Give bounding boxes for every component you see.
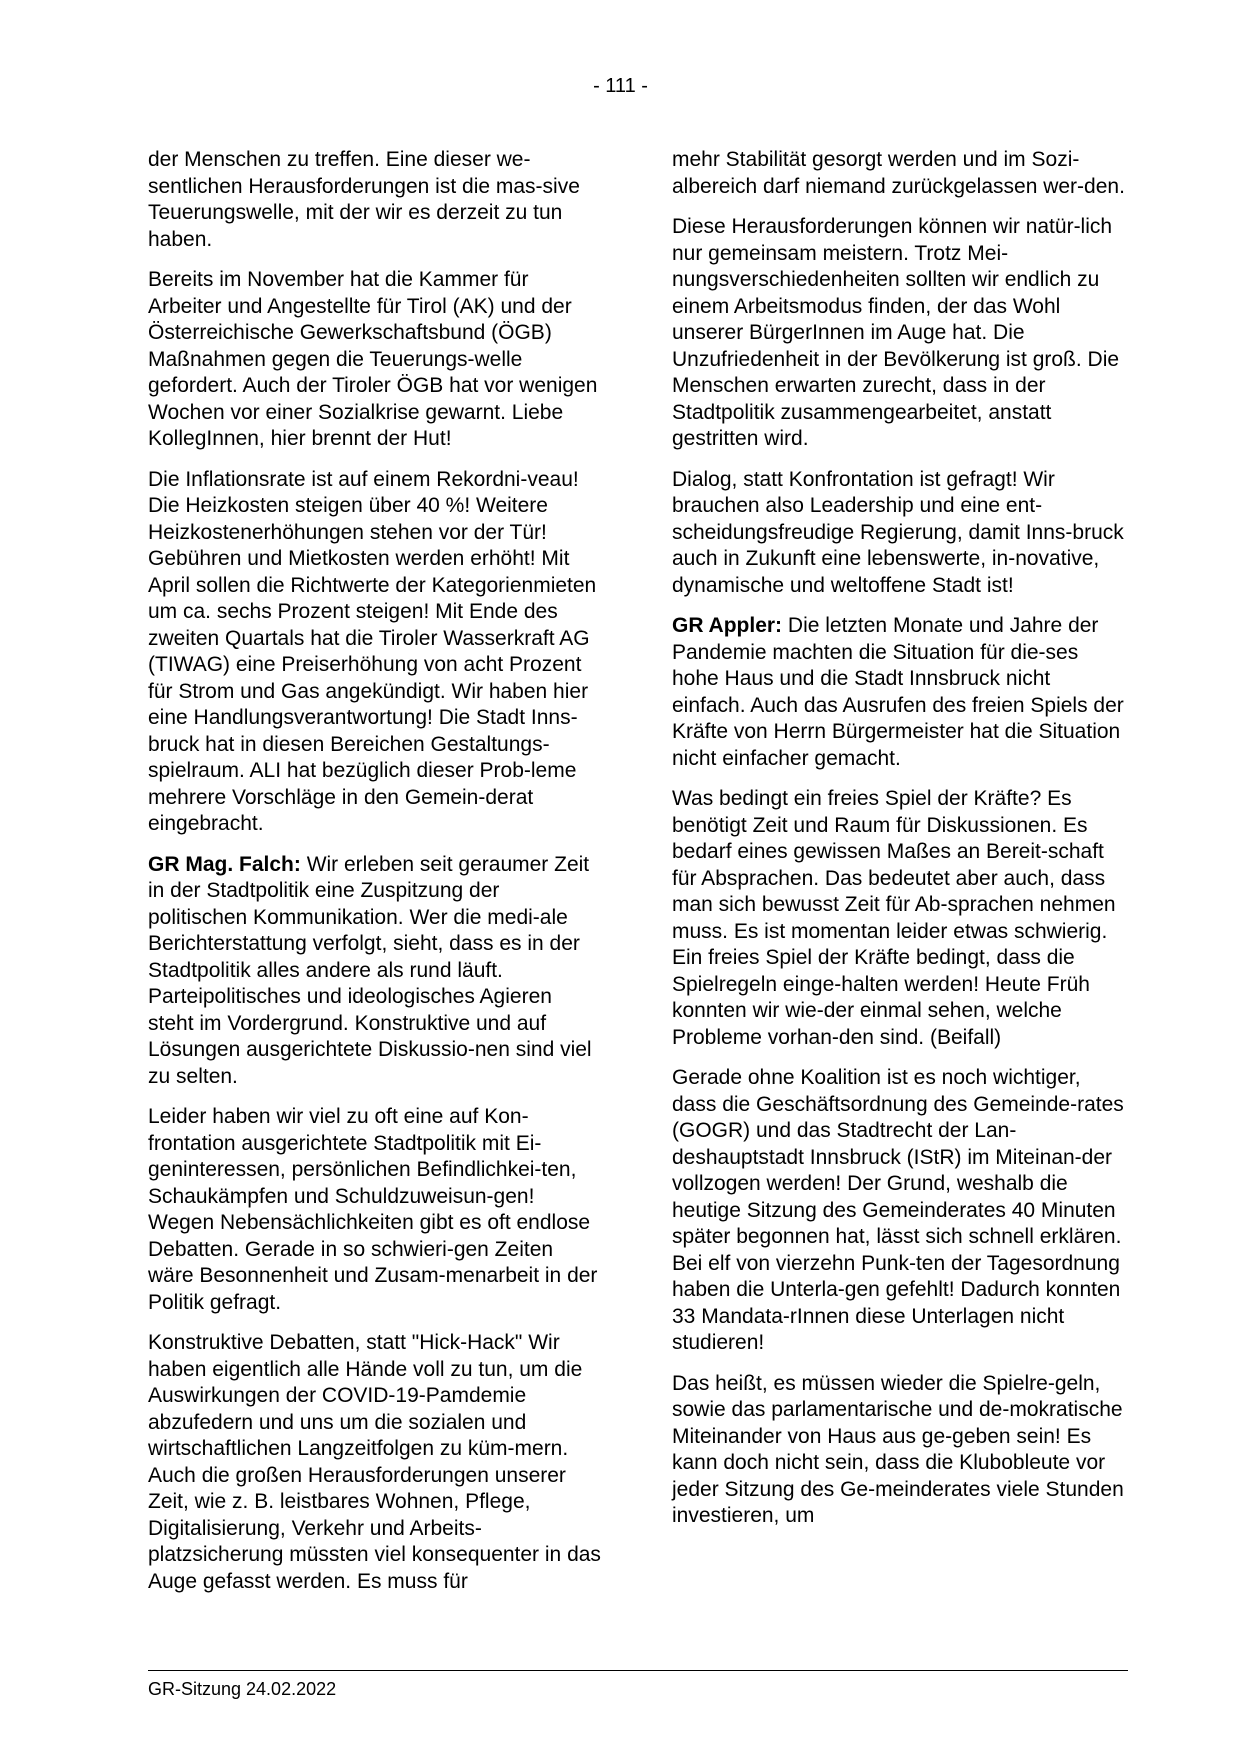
paragraph: mehr Stabilität gesorgt werden und im Sozi-albereich darf niemand zurückgelassen wer-den. [672,148,1125,198]
paragraph: Gerade ohne Koalition ist es noch wichtiger, dass die Geschäftsordnung des Gemeinde-rates (GOGR) und das Stadtrecht der Lan-deshauptstadt Innsbruck (IStR) im Miteinan-der vollzogen werden! Der Grund, weshalb die heutige Sitzung des Gemeinderates 40 Minuten später begonnen hat, lässt sich schnell erklären. Bei elf von vierzehn Punk-ten der Tagesordnung haben die Unterla-gen gefehlt! Dadurch konnten 33 Mandata-rInnen diese Unterlagen nicht studieren! [672,1066,1124,1354]
page-number: - 111 - [593,75,648,97]
paragraph: der Menschen zu treffen. Eine dieser we-sentlichen Herausforderungen ist die mas-sive Teuerungswelle, mit der wir es derzeit zu tun haben. [148,148,580,251]
speech-paragraph [148,852,603,1091]
speech-text: Die letzten Monate und Jahre der Pandemie machten die Situation für die-ses hohe Haus und die Stadt Innsbruck nicht einfach. Auch das Ausrufen des freien Spiels der Kräfte von Herrn Bürgermeister hat die Situation nicht einfacher gemacht. [672,614,1124,770]
speech-text: Wir erleben seit geraumer Zeit in der Stadtpolitik eine Zuspitzung der politischen Kommunikation. Wer die medi-ale Berichterstattung verfolgt, sieht, dass es in der Stadtpolitik alles andere als rund läuft. Parteipolitisches und ideologisches Agieren steht im Vordergrund. Konstruktive und auf Lösungen ausgerichtete Diskussio-nen sind viel zu selten. [148,852,592,1088]
paragraph: Dialog, statt Konfrontation ist gefragt! Wir brauchen also Leadership und eine ent-scheidungsfreudige Regierung, damit Inns-bruck auch in Zukunft eine lebenswerte, in-novative, dynamische und weltoffene Stadt ist! [672,467,1124,597]
paragraph: Diese Herausforderungen können wir natür-lich nur gemeinsam meistern. Trotz Mei-nungsverschiedenheiten sollten wir endlich zu einem Arbeitsmodus finden, der das Wohl unserer BürgerInnen im Auge hat. Die Unzufriedenheit in der Bevölkerung ist groß. Die Menschen erwarten zurecht, dass in der Stadtpolitik zusammengearbeitet, anstatt gestritten wird. [672,215,1120,450]
paragraph: Die Inflationsrate ist auf einem Rekordni-veau! Die Heizkosten steigen über 40 %! Weitere Heizkostenerhöhungen stehen vor der Tür! Gebühren und Mietkosten werden erhöht! Mit April sollen die Richtwerte der Kategorienmieten um ca. sechs Prozent steigen! Mit Ende des zweiten Quartals hat die Tiroler Wasserkraft AG (TIWAG) eine Preiserhöhung von acht Prozent für Strom und Gas angekündigt. Wir haben hier eine Handlungsverantwortung! Die Stadt Inns-bruck hat in diesen Bereichen Gestaltungs-spielraum. ALI hat bezüglich dieser Prob-leme mehrere Vorschläge in den Gemein-derat eingebracht. [148,467,597,835]
left-column [148,147,603,1609]
paragraph: Das heißt, es müssen wieder die Spielre-geln, sowie das parlamentarische und de-mokratische Miteinander von Haus aus ge-geben sein! Es kann doch nicht sein, dass die Klubobleute vor jeder Sitzung des Ge-meinderates viele Stunden investieren, um [672,1371,1124,1527]
paragraph: Leider haben wir viel zu oft eine auf Kon-frontation ausgerichtete Stadtpolitik mit Ei-geninteressen, persönlichen Befindlichkei-ten, Schaukämpfen und Schuldzuweisun-gen! Wegen Nebensächlichkeiten gibt es oft endlose Debatten. Gerade in so schwieri-gen Zeiten wäre Besonnenheit und Zusam-menarbeit in der Politik gefragt. [148,1105,598,1314]
speaker-name: GR Appler: [672,614,783,637]
speech-paragraph [672,613,1127,772]
paragraph: Konstruktive Debatten, statt "Hick-Hack" Wir haben eigentlich alle Hände voll zu tun, um die Auswirkungen der COVID-19-Pamdemie abzufedern und uns um die sozialen und wirtschaftlichen Langzeitfolgen zu küm-mern. Auch die großen Herausforderungen unserer Zeit, wie z. B. leistbares Wohnen, Pflege, Digitalisierung, Verkehr und Arbeits-platzsicherung müssten viel konsequenter in das Auge gefasst werden. Es muss für [148,1331,601,1593]
speaker-name: GR Mag. Falch: [148,852,301,876]
footer-session-date: GR-Sitzung 24.02.2022 [148,1679,337,1699]
paragraph: Bereits im November hat die Kammer für Arbeiter und Angestellte für Tirol (AK) und der Österreichische Gewerkschaftsbund (ÖGB) Maßnahmen gegen die Teuerungs-welle gefordert. Auch der Tiroler ÖGB hat vor wenigen Wochen vor einer Sozialkrise gewarnt. Liebe KollegInnen, hier brennt der Hut! [148,268,598,450]
footer-divider [148,1670,1128,1671]
paragraph: Was bedingt ein freies Spiel der Kräfte? Es benötigt Zeit und Raum für Diskussionen. Es bedarf eines gewissen Maßes an Bereit-schaft für Absprachen. Das bedeutet aber auch, dass man sich bewusst Zeit für Ab-sprachen nehmen muss. Es ist momentan leider etwas schwierig. Ein freies Spiel der Kräfte bedingt, dass die Spielregeln einge-halten werden! Heute Früh konnten wir wie-der einmal sehen, welche Probleme vorhan-den sind. (Beifall) [672,787,1116,1049]
right-column [672,147,1127,1544]
